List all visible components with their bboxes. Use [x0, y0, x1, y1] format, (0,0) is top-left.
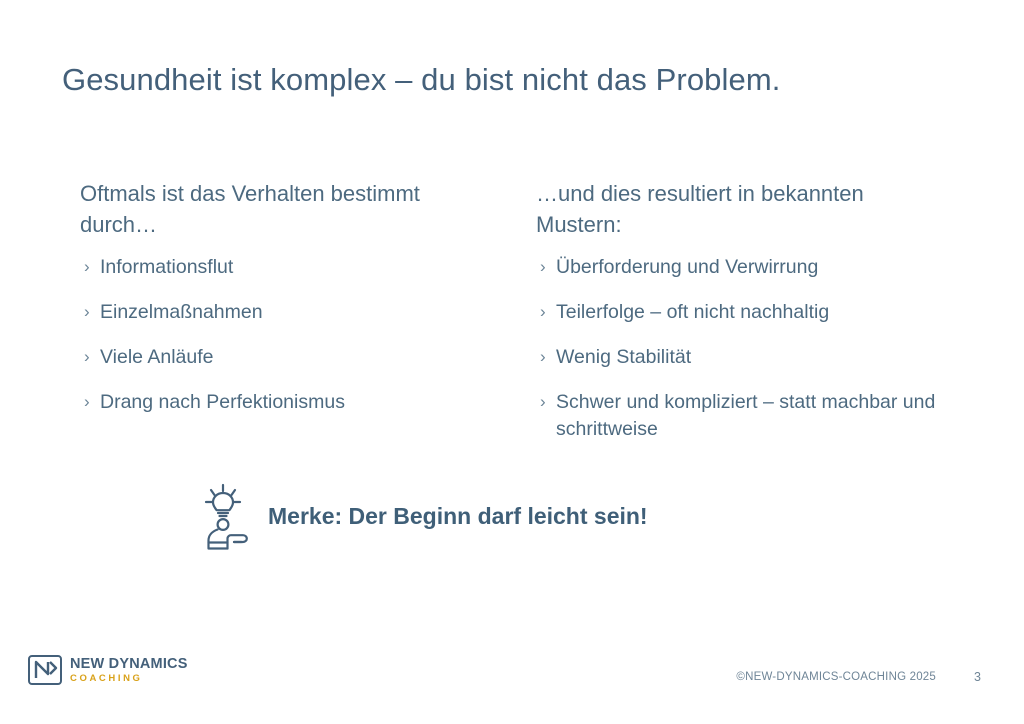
- logo-tagline: COACHING: [70, 673, 143, 684]
- chevron-right-icon: ›: [84, 302, 90, 322]
- copyright-notice: ©NEW-DYNAMICS-COACHING 2025: [736, 671, 936, 683]
- list-item-label: Schwer und kompliziert – statt machbar und schrittweise: [556, 390, 936, 441]
- logo: [28, 655, 188, 685]
- list-item: [80, 299, 500, 327]
- list-item-label: Informationsflut: [100, 256, 234, 279]
- left-column: [80, 178, 500, 461]
- right-column: [536, 178, 956, 461]
- left-column-bullet-list: [80, 254, 500, 416]
- list-item: [536, 254, 956, 282]
- list-item-label: Einzelmaßnahmen: [100, 301, 263, 324]
- list-item-label: Viele Anläufe: [100, 345, 214, 368]
- chevron-right-icon: ›: [540, 346, 546, 366]
- logo-name: NEW DYNAMICS: [70, 655, 188, 672]
- list-item-label: Überforderung und Verwirrung: [556, 256, 819, 279]
- content-columns: [80, 178, 960, 461]
- chevron-right-icon: ›: [540, 391, 546, 411]
- list-item: [536, 389, 956, 444]
- left-column-heading: Oftmals ist das Verhalten bestimmt durch…: [80, 181, 420, 238]
- page-number: 3: [974, 670, 981, 684]
- page-title: Gesundheit ist komplex – du bist nicht das Problem.: [62, 62, 781, 97]
- list-item-label: Wenig Stabilität: [556, 345, 692, 368]
- new-dynamics-monogram-icon: [28, 655, 62, 685]
- list-item: [80, 389, 500, 417]
- list-item: [536, 344, 956, 372]
- chevron-right-icon: ›: [84, 346, 90, 366]
- logo-wordmark: [70, 657, 188, 684]
- lightbulb-hand-idea-icon: [196, 482, 254, 554]
- right-column-heading: …und dies resultiert in bekannten Mustern:: [536, 181, 864, 238]
- chevron-right-icon: ›: [84, 257, 90, 277]
- chevron-right-icon: ›: [540, 302, 546, 322]
- list-item: [80, 344, 500, 372]
- callout-row: [196, 480, 648, 552]
- chevron-right-icon: ›: [84, 391, 90, 411]
- chevron-right-icon: ›: [540, 257, 546, 277]
- list-item-label: Drang nach Perfektionismus: [100, 390, 345, 413]
- right-column-bullet-list: [536, 254, 956, 443]
- list-item: [80, 254, 500, 282]
- callout-label: Merke: Der Beginn darf leicht sein!: [268, 502, 648, 529]
- list-item: [536, 299, 956, 327]
- list-item-label: Teilerfolge – oft nicht nachhaltig: [556, 301, 830, 324]
